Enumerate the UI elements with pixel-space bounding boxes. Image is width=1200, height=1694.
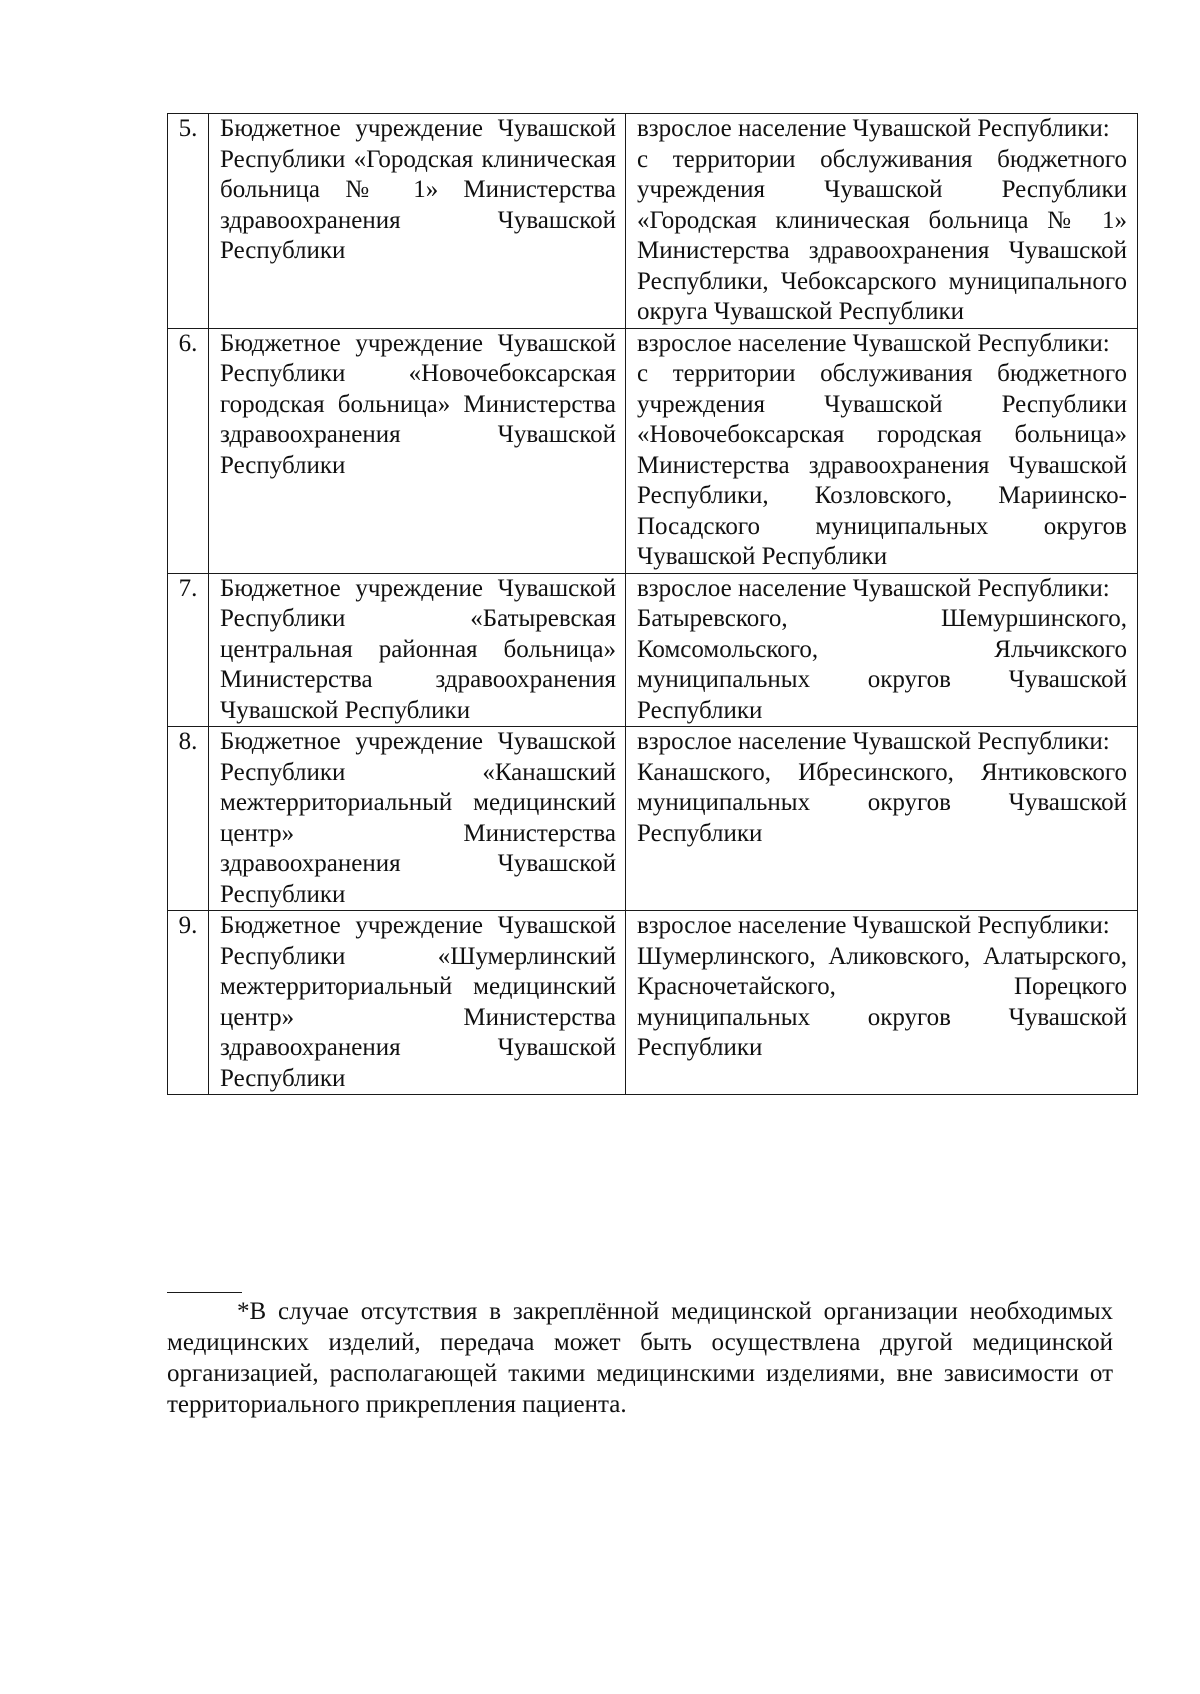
table-row [168, 328, 1138, 573]
population-cell [626, 114, 1138, 329]
population-intro: взрослое население Чувашской Республики: [637, 115, 1110, 142]
population-territory: Батыревского, Шемуршинского, Комсомольского, Яльчикского муниципальных округов Чувашской Республики [637, 605, 1127, 724]
organization-name: Бюджетное учреждение Чувашской Республики «Шумерлинский межтерриториальный медицинский центр» Министерства здравоохранения Чувашской Республики [209, 911, 626, 1095]
population-cell [626, 573, 1138, 727]
row-number: 5. [168, 114, 209, 329]
organization-name: Бюджетное учреждение Чувашской Республики «Городская клиническая больница № 1» Министерства здравоохранения Чувашской Республики [209, 114, 626, 329]
organization-name: Бюджетное учреждение Чувашской Республики «Канашский межтерриториальный медицинский центр» Министерства здравоохранения Чувашской Республики [209, 727, 626, 911]
table-row [168, 573, 1138, 727]
footnote-separator [167, 1292, 242, 1293]
table-row [168, 114, 1138, 329]
population-territory: Шумерлинского, Аликовского, Алатырского, Красночетайского, Порецкого муниципальных округов Чувашской Республики [637, 942, 1127, 1061]
population-intro: взрослое население Чувашской Республики: [637, 329, 1110, 357]
population-territory: Канашского, Ибресинского, Янтиковского муниципальных округов Чувашской Республики [637, 758, 1127, 847]
population-territory: с территории обслуживания бюджетного учреждения Чувашской Республики «Городская клиническая больница № 1» Министерства здравоохранения Чувашской Республики, Чебоксарского муниципального округа Чувашской Республики [637, 145, 1127, 325]
population-territory: с территории обслуживания бюджетного учреждения Чувашской Республики «Новочебоксарская городская больница» Министерства здравоохранения Чувашской Республики, Козловского, Мариинско-Посадского муниципальных округов Чувашской Республики [637, 360, 1127, 570]
population-intro: взрослое население Чувашской Республики: [637, 574, 1110, 602]
population-cell [626, 328, 1138, 573]
row-number: 9. [168, 911, 209, 1095]
footnote-text: *В случае отсутствия в закреплённой медицинской организации необходимых медицинских изделий, передача может быть осуществлена другой медицинской организацией, располагающей такими медицинскими изделиями, вне зависимости от территориального прикрепления пациента. [167, 1298, 1113, 1418]
population-cell [626, 727, 1138, 911]
population-cell [626, 911, 1138, 1095]
row-number: 7. [168, 573, 209, 727]
table-row [168, 911, 1138, 1095]
population-intro: взрослое население Чувашской Республики: [637, 728, 1110, 755]
table-row [168, 727, 1138, 911]
medical-organizations-table [167, 113, 1138, 1095]
organization-name: Бюджетное учреждение Чувашской Республики «Батыревская центральная районная больница» Министерства здравоохранения Чувашской Республики [209, 573, 626, 727]
row-number: 8. [168, 727, 209, 911]
organization-name: Бюджетное учреждение Чувашской Республики «Новочебоксарская городская больница» Министерства здравоохранения Чувашской Республики [209, 328, 626, 573]
row-number: 6. [168, 328, 209, 573]
population-intro: взрослое население Чувашской Республики: [637, 912, 1110, 939]
